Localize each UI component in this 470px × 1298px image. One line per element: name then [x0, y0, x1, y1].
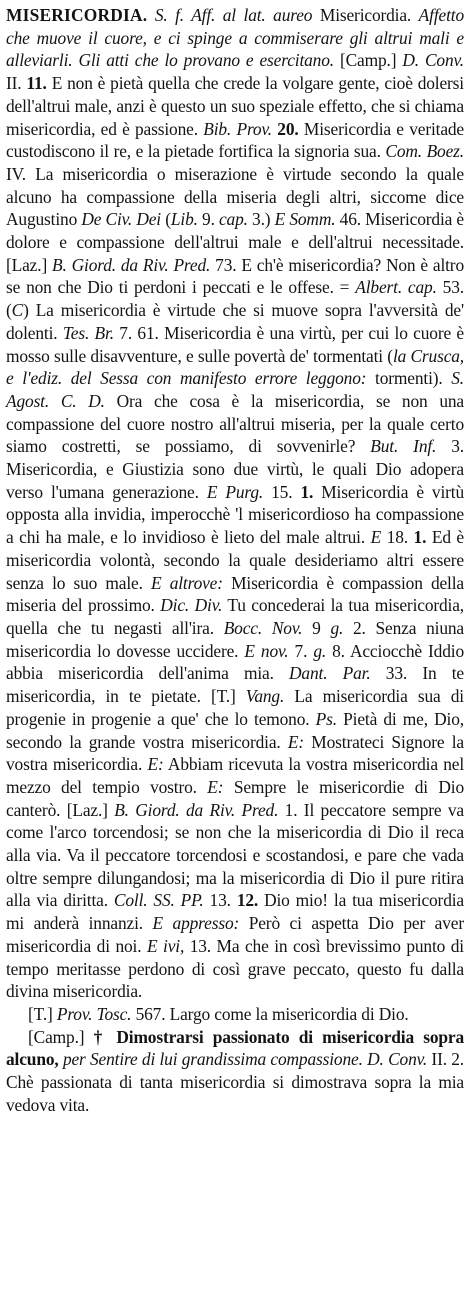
- italic-run: g.: [313, 640, 327, 661]
- italic-run: Coll. SS. PP.: [113, 890, 204, 911]
- text-run: [Camp.]: [28, 1026, 94, 1047]
- italic-run: per Sentire di lui grandissima compassione. D. Conv.: [62, 1049, 428, 1070]
- text-run: 13.: [203, 890, 237, 911]
- italic-run: But. Inf.: [370, 436, 437, 457]
- text-run: II. 2. Chè passionata di tanta misericordia si dimostrava sopra la mia vedova vita.: [6, 1049, 464, 1115]
- italic-run: cap.: [218, 209, 248, 230]
- text-run: Abbiam ricevuta la vostra misericordia nel mezzo del tempio vostro.: [6, 754, 465, 797]
- text-run: Pietà di me, Dio, secondo la grande vostra misericordia.: [6, 708, 464, 752]
- text-run: 3. Misericordia, e Giustizia sono due virtù, le quali Dio adopera verso l'umana generazione.: [6, 436, 464, 502]
- text-run: [Camp.]: [333, 50, 403, 71]
- bold-run: 12.: [236, 890, 259, 911]
- italic-run: E appresso:: [152, 913, 240, 934]
- italic-run: Albert. cap.: [355, 277, 437, 298]
- dictionary-entry: [6, 4, 464, 1116]
- entry-body: [6, 5, 464, 1001]
- bold-run: 1.: [413, 527, 427, 548]
- text-run: Misericordia e veritade custodiscono il re, e la pietade fortifica la signoria sua.: [6, 118, 465, 162]
- italic-run: Lib.: [170, 209, 198, 230]
- italic-run: S. f. Aff. al lat. aureo: [154, 5, 313, 25]
- text-run: 9.: [197, 209, 219, 230]
- text-run: 53. (: [6, 277, 464, 321]
- text-run: 13. Ma che in così brevissimo punto di tempo meritasse perdono di così grave peccato, questo fu dalla divina misericordia.: [6, 935, 464, 1002]
- text-run: 1. Il peccatore sempre va come l'arco torcendosi; se non che la misericordia di Dio il reca alla via. Va il peccatore torcendosi e scostandosi, e pare che vada oltre sempre dilungandosi; ma la misericordia di Dio il pure ritira alla via diritta.: [6, 799, 464, 911]
- headword: MISERICORDIA.: [6, 5, 148, 25]
- entry-main-paragraph: [6, 4, 464, 1003]
- italic-run: la Crusca, e l'ediz. del Sessa con manifesto errore leggono:: [6, 345, 465, 389]
- text-run: Misericordia.: [312, 5, 419, 25]
- italic-run: Bocc. Nov.: [223, 617, 303, 638]
- text-run: 18.: [381, 527, 414, 548]
- text-run: Misericordia è compassion della miseria del prossimo.: [6, 572, 464, 616]
- text-run: 46. Misericordia è dolore e compassione dell'altrui male e dell'altrui necessitade. [Laz.]: [6, 209, 464, 275]
- bold-run: † Dimostrarsi passionato di misericordia sopra alcuno,: [6, 1026, 465, 1070]
- italic-run: Com. Boez.: [385, 141, 464, 162]
- proverb-paragraph: [6, 1003, 464, 1026]
- italic-run: E ivi,: [146, 935, 185, 956]
- italic-run: E altrove:: [151, 572, 223, 593]
- text-run: Mostrateci Signore la vostra misericordia.: [6, 731, 465, 775]
- text-run: ) La misericordia è virtude che si muove sopra l'avversità de' dolenti.: [6, 300, 464, 343]
- text-run: 15.: [263, 481, 301, 502]
- italic-run: Vang.: [245, 686, 285, 707]
- text-run: [T.]: [28, 1003, 57, 1024]
- bold-run: 11.: [26, 73, 47, 94]
- text-run: tormenti).: [366, 368, 452, 389]
- text-run: La misericordia sua di progenie in progenie a que' che lo temono.: [6, 686, 464, 729]
- text-run: (: [161, 209, 171, 230]
- italic-run: C: [11, 300, 24, 321]
- text-run: [147, 5, 155, 25]
- italic-run: Bib. Prov.: [203, 118, 272, 139]
- text-run: 33. In te misericordia, in te pietate. [T.]: [6, 663, 464, 707]
- italic-run: Ps.: [315, 708, 337, 729]
- text-run: Ed è misericordia volontà, secondo la quale desideriamo altri essere senza lo suo male.: [6, 527, 465, 593]
- italic-run: S. Agost. C. D.: [6, 368, 464, 411]
- italic-run: Dant. Par.: [289, 663, 371, 684]
- text-run: 73. E ch'è misericordia? Non è altro se non che Dio ti perdoni i peccati e le offese. =: [6, 254, 464, 298]
- text-run: Sempre le misericordie di Dio canterò. [Laz.]: [6, 776, 464, 820]
- phrase-paragraph: [6, 1026, 464, 1117]
- text-run: II.: [6, 73, 27, 94]
- italic-run: Tes. Br.: [62, 322, 114, 343]
- italic-run: E Purg.: [206, 481, 264, 502]
- text-run: 9: [302, 617, 331, 638]
- italic-run: E Somm.: [274, 209, 336, 230]
- italic-run: Prov. Tosc.: [56, 1003, 132, 1024]
- text-run: 7.: [288, 640, 314, 661]
- italic-run: E:: [147, 754, 164, 775]
- text-run: 2. Senza niuna misericordia lo dovesse uccidere.: [6, 617, 464, 661]
- italic-run: E:: [287, 731, 305, 752]
- italic-run: D. Conv.: [402, 50, 464, 71]
- italic-run: g.: [330, 617, 344, 638]
- italic-run: De Civ. Dei: [81, 209, 161, 230]
- text-run: 3.): [247, 209, 275, 230]
- text-run: Però ci aspetta Dio per aver misericordia di noi.: [6, 913, 464, 956]
- text-run: 8. Acciocchè Iddio abbia misericordia dell'anima mia.: [6, 640, 464, 684]
- text-run: Misericordia è virtù opposta alla invidia, imperocchè 'l misericordioso ha compassione a chi ha male, e lo invidioso è lieto del male altrui.: [6, 481, 465, 548]
- italic-run: E:: [207, 776, 224, 797]
- italic-run: B. Giord. da Riv. Pred.: [52, 254, 211, 275]
- italic-run: Dic. Div.: [160, 595, 223, 616]
- bold-run: 20.: [277, 118, 299, 139]
- italic-run: E nov.: [244, 640, 289, 661]
- text-run: 7. 61. Misericordia è una virtù, per cui lo cuore è mosso sulle disavventure, e sulle povertà de' tormentati (: [6, 322, 464, 366]
- text-run: Ora che cosa è la misericordia, se non una compassione del cuore nostro all'altrui miseria, per la quale certo siamo costretti, se possiamo, di sovvenirle?: [6, 390, 464, 457]
- text-run: Tu concederai la tua misericordia, quella che tu negasti all'ira.: [6, 595, 465, 638]
- text-run: Dio mio! la tua misericordia mi anderà innanzi.: [6, 890, 464, 934]
- text-run: IV. La misericordia o miserazione è virtude secondo la quale alcuno ha compassione della miseria degli altri, siccome dice Augustino: [6, 163, 464, 230]
- italic-run: Affetto che muove il cuore, e ci spinge a commiserare gli altrui mali e alleviarli. Gli atti che lo provano e esercitano.: [6, 5, 464, 71]
- text-run: E non è pietà quella che crede la volgare gente, cioè dolersi dell'altrui male, anzi è questo un suo speziale effetto, che si chiama misericordia, ed è passione.: [6, 73, 464, 139]
- italic-run: B. Giord. da Riv. Pred.: [114, 799, 279, 820]
- text-run: 567. Largo come la misericordia di Dio.: [131, 1003, 409, 1024]
- italic-run: E: [370, 527, 382, 548]
- bold-run: 1.: [300, 481, 314, 502]
